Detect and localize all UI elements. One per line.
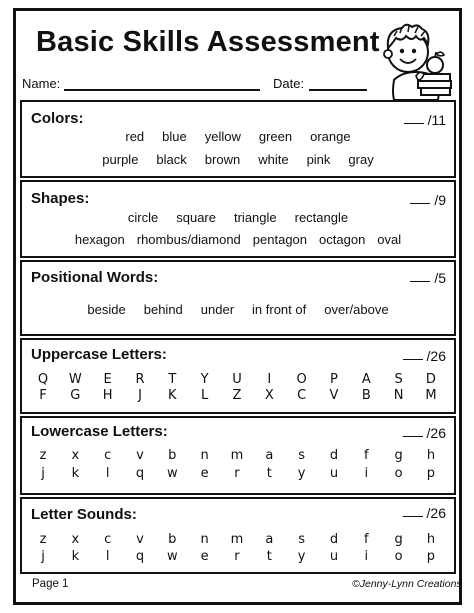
letter: n — [200, 448, 209, 463]
letter: G — [70, 388, 81, 403]
section-title: Letter Sounds: — [31, 506, 137, 523]
letter: Y — [200, 372, 209, 387]
score-box[interactable]: /26 — [403, 505, 446, 521]
letter: g — [394, 532, 403, 547]
letter: R — [135, 372, 145, 387]
word: yellow — [204, 129, 241, 144]
word: circle — [127, 210, 159, 225]
letter-row-1 — [34, 448, 440, 463]
letter: I — [267, 372, 272, 387]
letter: C — [297, 388, 307, 403]
letter: E — [103, 372, 112, 387]
letter: w — [166, 466, 178, 481]
word: oval — [377, 232, 402, 247]
letter-row-1 — [34, 372, 440, 387]
word: white — [258, 152, 289, 167]
letter: a — [265, 532, 274, 547]
word: black — [156, 152, 187, 167]
date-field[interactable] — [309, 89, 367, 91]
section-uppercase-letters — [20, 338, 456, 414]
letter: p — [426, 466, 436, 481]
word: triangle — [233, 210, 277, 225]
word-row-1 — [22, 210, 454, 225]
score-box[interactable]: /26 — [403, 425, 446, 441]
letter: X — [264, 388, 274, 403]
letter: O — [296, 372, 307, 387]
letter: d — [329, 448, 339, 463]
score-box[interactable]: /9 — [410, 192, 446, 208]
word: pink — [306, 152, 331, 167]
word: octagon — [319, 232, 366, 247]
letter: A — [361, 372, 371, 387]
word: blue — [162, 129, 187, 144]
letter: t — [266, 549, 272, 564]
letter: v — [136, 532, 144, 547]
letter: B — [361, 388, 371, 403]
letter: n — [200, 532, 209, 547]
letter: D — [425, 372, 436, 387]
letter: h — [426, 448, 436, 463]
letter: J — [138, 388, 142, 403]
word-row-1 — [22, 302, 454, 317]
score-box[interactable]: /26 — [403, 348, 446, 364]
letter: f — [363, 448, 369, 463]
letter: j — [41, 466, 45, 481]
letter: g — [394, 448, 403, 463]
letter: y — [297, 466, 306, 481]
date-label: Date: — [273, 76, 305, 91]
letter: p — [426, 549, 436, 564]
word: rectangle — [294, 210, 349, 225]
word: behind — [143, 302, 183, 317]
letter: m — [230, 448, 244, 463]
letter: U — [232, 372, 242, 387]
letter: l — [105, 466, 110, 481]
letter: H — [102, 388, 113, 403]
letter-row-1 — [34, 532, 440, 547]
letter-row-2 — [34, 388, 440, 403]
letter: z — [39, 532, 47, 547]
letter: V — [329, 388, 339, 403]
letter: c — [104, 532, 112, 547]
letter: Z — [232, 388, 242, 403]
letter: q — [135, 466, 145, 481]
letter: m — [230, 532, 244, 547]
letter: f — [363, 532, 369, 547]
letter: s — [298, 532, 306, 547]
letter: Q — [37, 372, 49, 387]
word-row-2 — [22, 152, 454, 167]
letter: t — [266, 466, 272, 481]
word-row-2 — [22, 232, 454, 247]
letter: L — [201, 388, 209, 403]
word: square — [176, 210, 216, 225]
letter: x — [71, 448, 80, 463]
section-shapes — [20, 180, 456, 258]
letter: w — [166, 549, 178, 564]
name-label: Name: — [22, 76, 61, 91]
letter: y — [297, 549, 306, 564]
letter: h — [426, 532, 436, 547]
name-field[interactable] — [64, 89, 260, 91]
word: orange — [310, 129, 351, 144]
letter: v — [136, 448, 144, 463]
letter: r — [234, 466, 240, 481]
letter: S — [394, 372, 403, 387]
word: hexagon — [74, 232, 125, 247]
letter: u — [329, 466, 339, 481]
score-box[interactable]: /11 — [404, 112, 446, 128]
word: beside — [87, 302, 126, 317]
word-row-1 — [22, 129, 454, 144]
word: gray — [348, 152, 374, 167]
letter: i — [364, 549, 369, 564]
copyright-credit: ©Jenny-Lynn Creations — [352, 578, 462, 590]
section-title: Positional Words: — [31, 269, 159, 286]
letter: d — [329, 532, 339, 547]
letter: z — [39, 448, 47, 463]
letter: N — [393, 388, 404, 403]
word: rhombus/diamond — [136, 232, 241, 247]
letter: K — [168, 388, 177, 403]
letter: o — [394, 466, 403, 481]
letter: b — [168, 532, 177, 547]
word: red — [125, 129, 145, 144]
letter: q — [135, 549, 145, 564]
letter: c — [104, 448, 112, 463]
letter: k — [71, 466, 80, 481]
letter: i — [364, 466, 369, 481]
letter: W — [68, 372, 82, 387]
letter: b — [168, 448, 177, 463]
letter: r — [234, 549, 240, 564]
word: over/above — [324, 302, 389, 317]
section-title: Uppercase Letters: — [31, 346, 167, 363]
letter: j — [41, 549, 45, 564]
letter: e — [200, 466, 209, 481]
letter: e — [200, 549, 209, 564]
letter: x — [71, 532, 80, 547]
word: purple — [102, 152, 139, 167]
section-title: Lowercase Letters: — [31, 423, 168, 440]
letter-row-2 — [34, 549, 440, 564]
word: green — [258, 129, 293, 144]
letter: a — [265, 448, 274, 463]
word: under — [200, 302, 235, 317]
section-title: Shapes: — [31, 190, 90, 207]
section-letter-sounds — [20, 497, 456, 574]
letter: l — [105, 549, 110, 564]
score-box[interactable]: /5 — [410, 270, 446, 286]
letter: T — [168, 372, 177, 387]
page-number: Page 1 — [32, 578, 69, 590]
section-colors — [20, 100, 456, 178]
word: in front of — [252, 302, 307, 317]
word: brown — [204, 152, 241, 167]
word: pentagon — [252, 232, 308, 247]
letter: o — [394, 549, 403, 564]
section-title: Colors: — [31, 110, 84, 127]
letter: F — [39, 388, 47, 403]
letter: M — [425, 388, 437, 403]
letter-row-2 — [34, 466, 440, 481]
boy-holding-books-and-apple-icon — [372, 14, 456, 100]
section-positional-words — [20, 260, 456, 336]
letter: P — [330, 372, 338, 387]
letter: k — [71, 549, 80, 564]
letter: s — [298, 448, 306, 463]
letter: u — [329, 549, 339, 564]
section-lowercase-letters — [20, 416, 456, 495]
page-title: Basic Skills Assessment — [36, 26, 380, 58]
